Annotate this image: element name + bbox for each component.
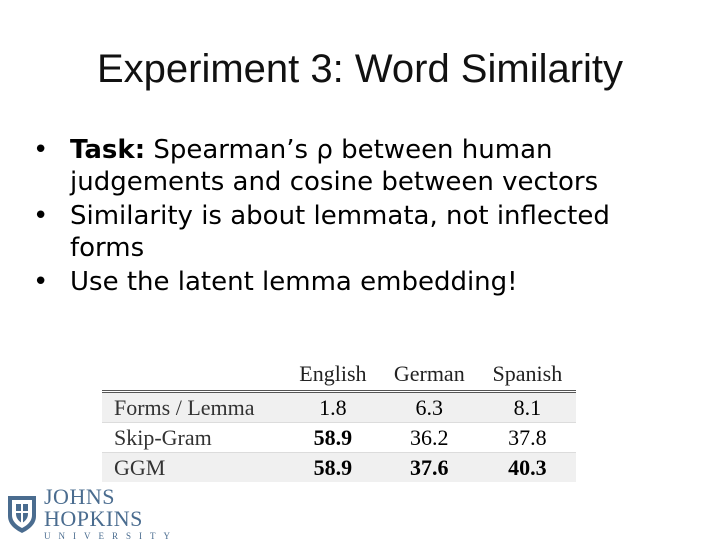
table-cell: 58.9	[286, 423, 380, 453]
slide-title: Experiment 3: Word Similarity	[96, 47, 624, 91]
results-table	[102, 357, 576, 482]
logo-subtitle: UNIVERSITY	[44, 531, 178, 541]
table-header-row	[102, 357, 576, 392]
bullet-text: Similarity is about lemmata, not inflected forms	[70, 201, 610, 263]
university-logo	[6, 484, 196, 541]
logo-text	[44, 486, 196, 542]
column-header-spanish: Spanish	[479, 357, 576, 392]
bullet-dot: •	[33, 201, 49, 231]
column-header-empty	[102, 357, 286, 392]
table-cell: 8.1	[479, 392, 576, 423]
row-label: Skip-Gram	[102, 423, 286, 453]
row-label: GGM	[102, 453, 286, 483]
logo-name: JOHNS HOPKINS	[44, 484, 143, 531]
row-label: Forms / Lemma	[102, 392, 286, 423]
shield-icon	[6, 494, 38, 534]
bullet-item	[33, 200, 673, 264]
bullet-label: Task:	[70, 135, 146, 165]
table-cell: 1.8	[286, 392, 380, 423]
bullet-text: Spearman’s ρ between human judgements and cosine between vectors	[70, 135, 599, 197]
bullet-dot: •	[33, 135, 49, 165]
table-cell: 40.3	[479, 453, 576, 483]
table-cell: 37.6	[380, 453, 479, 483]
table-cell: 36.2	[380, 423, 479, 453]
bullet-item	[33, 266, 673, 298]
table-cell: 6.3	[380, 392, 479, 423]
column-header-german: German	[380, 357, 479, 392]
bullet-list	[33, 134, 673, 300]
results-table-container	[102, 357, 576, 482]
bullet-dot: •	[33, 267, 49, 297]
bullet-text: Use the latent lemma embedding!	[70, 267, 518, 297]
table-cell: 37.8	[479, 423, 576, 453]
table-row	[102, 453, 576, 483]
bullet-item	[33, 134, 673, 198]
column-header-english: English	[286, 357, 380, 392]
table-cell: 58.9	[286, 453, 380, 483]
table-row	[102, 423, 576, 453]
table-row	[102, 392, 576, 423]
